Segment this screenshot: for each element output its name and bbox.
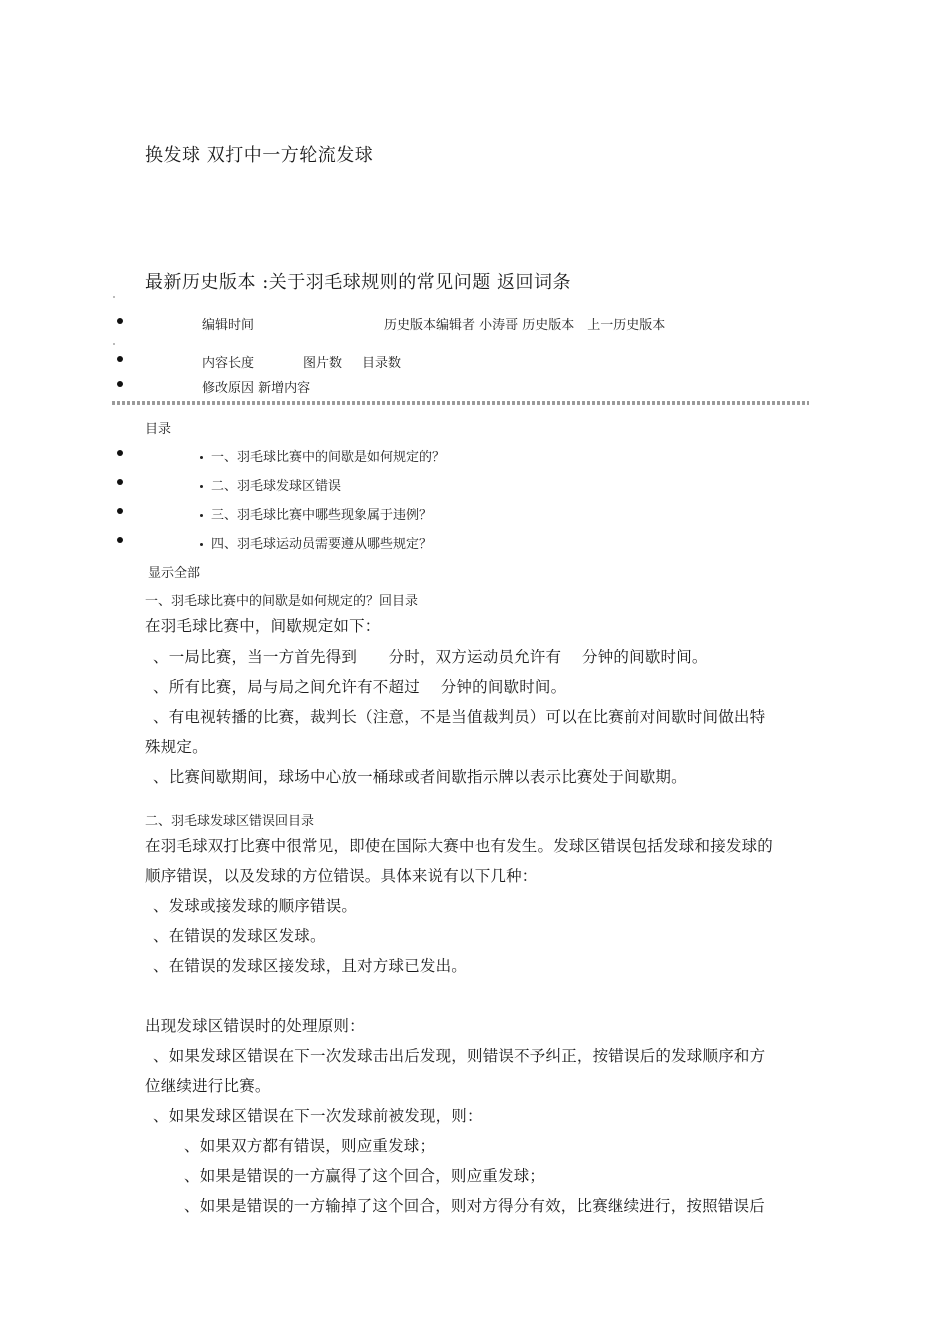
principles-line: 、如果是错误的一方输掉了这个回合，则对方得分有效，比赛继续进行，按照错误后	[184, 1197, 765, 1215]
section1-line: 、一局比赛，当一方首先得到 分时，双方运动员允许有 分钟的间歇时间。	[153, 648, 708, 666]
section2-line: 在羽毛球双打比赛中很常见，即使在国际大赛中也有发生。发球区错误包括发球和接发球的	[145, 837, 774, 855]
toc-count-label: 目录数	[362, 356, 402, 371]
section2-line: 、在错误的发球区发球。	[153, 927, 326, 945]
sub-bullet-icon	[200, 485, 203, 488]
bullet-dot	[117, 537, 123, 543]
principles-line: 、如果发球区错误在下一次发球前被发现，则：	[153, 1107, 483, 1125]
content-length-label: 内容长度	[202, 356, 255, 371]
toc-link-2[interactable]	[200, 475, 341, 494]
history-version-heading: 最新历史版本 :关于羽毛球规则的常见问题 返回词条	[145, 272, 572, 293]
bullet-dot	[117, 479, 123, 485]
sub-bullet-icon	[200, 456, 203, 459]
bullet-dot	[117, 450, 123, 456]
bullet-dot	[117, 318, 123, 324]
section1-line: 殊规定。	[145, 738, 208, 756]
principles-line: 、如果是错误的一方赢得了这个回合，则应重发球；	[184, 1167, 546, 1185]
section2-heading: 二、羽毛球发球区错误回目录	[145, 814, 315, 829]
section1-line: 、所有比赛，局与局之间允许有不超过 分钟的间歇时间。	[153, 678, 567, 696]
principles-line: 出现发球区错误时的处理原则：	[145, 1017, 365, 1035]
edit-reason: 修改原因 新增内容	[202, 381, 311, 396]
section1-line: 、比赛间歇期间，球场中心放一桶球或者间歇指示牌以表示比赛处于间歇期。	[153, 768, 687, 786]
sub-bullet-icon	[200, 514, 203, 517]
principles-line: 、如果发球区错误在下一次发球击出后发现，则错误不予纠正，按错误后的发球顺序和方	[153, 1047, 766, 1065]
toc-link-4-label: 四、羽毛球运动员需要遵从哪些规定？	[211, 537, 433, 552]
sub-bullet-icon	[200, 543, 203, 546]
principles-line: 、如果双方都有错误，则应重发球；	[184, 1137, 436, 1155]
bullet-dot	[117, 508, 123, 514]
toc-link-3[interactable]	[200, 504, 432, 523]
dotted-divider	[112, 401, 809, 405]
page-title-line: 换发球 双打中一方轮流发球	[145, 145, 374, 166]
section2-line: 、在错误的发球区接发球，且对方球已发出。	[153, 957, 468, 975]
divider-tick	[113, 343, 115, 345]
edit-time-label: 编辑时间	[202, 318, 255, 333]
toc-title: 目录	[145, 422, 172, 437]
section2-line: 、发球或接发球的顺序错误。	[153, 897, 358, 915]
toc-link-3-label: 三、羽毛球比赛中哪些现象属于违例？	[211, 508, 433, 523]
principles-line: 位继续进行比赛。	[145, 1077, 271, 1095]
image-count-label: 图片数	[303, 356, 343, 371]
bullet-dot	[117, 356, 123, 362]
bullet-dot	[117, 381, 123, 387]
section1-line: 、有电视转播的比赛，裁判长（注意，不是当值裁判员）可以在比赛前对间歇时间做出特	[153, 708, 766, 726]
toc-link-4[interactable]	[200, 533, 432, 552]
toc-link-2-label: 二、羽毛球发球区错误	[211, 479, 342, 494]
section1-line: 在羽毛球比赛中，间歇规定如下：	[145, 617, 381, 635]
toc-link-1-label: 一、羽毛球比赛中的间歇是如何规定的？	[211, 450, 446, 465]
toc-link-1[interactable]	[200, 446, 445, 465]
section2-line: 顺序错误，以及发球的方位错误。具体来说有以下几种：	[145, 867, 538, 885]
divider-tick	[113, 296, 115, 298]
show-all-link[interactable]: 显示全部	[148, 566, 201, 581]
history-editor-links[interactable]: 历史版本编辑者 小涛哥 历史版本 上一历史版本	[384, 318, 666, 333]
section1-heading: 一、羽毛球比赛中的间歇是如何规定的？回目录	[145, 594, 419, 609]
